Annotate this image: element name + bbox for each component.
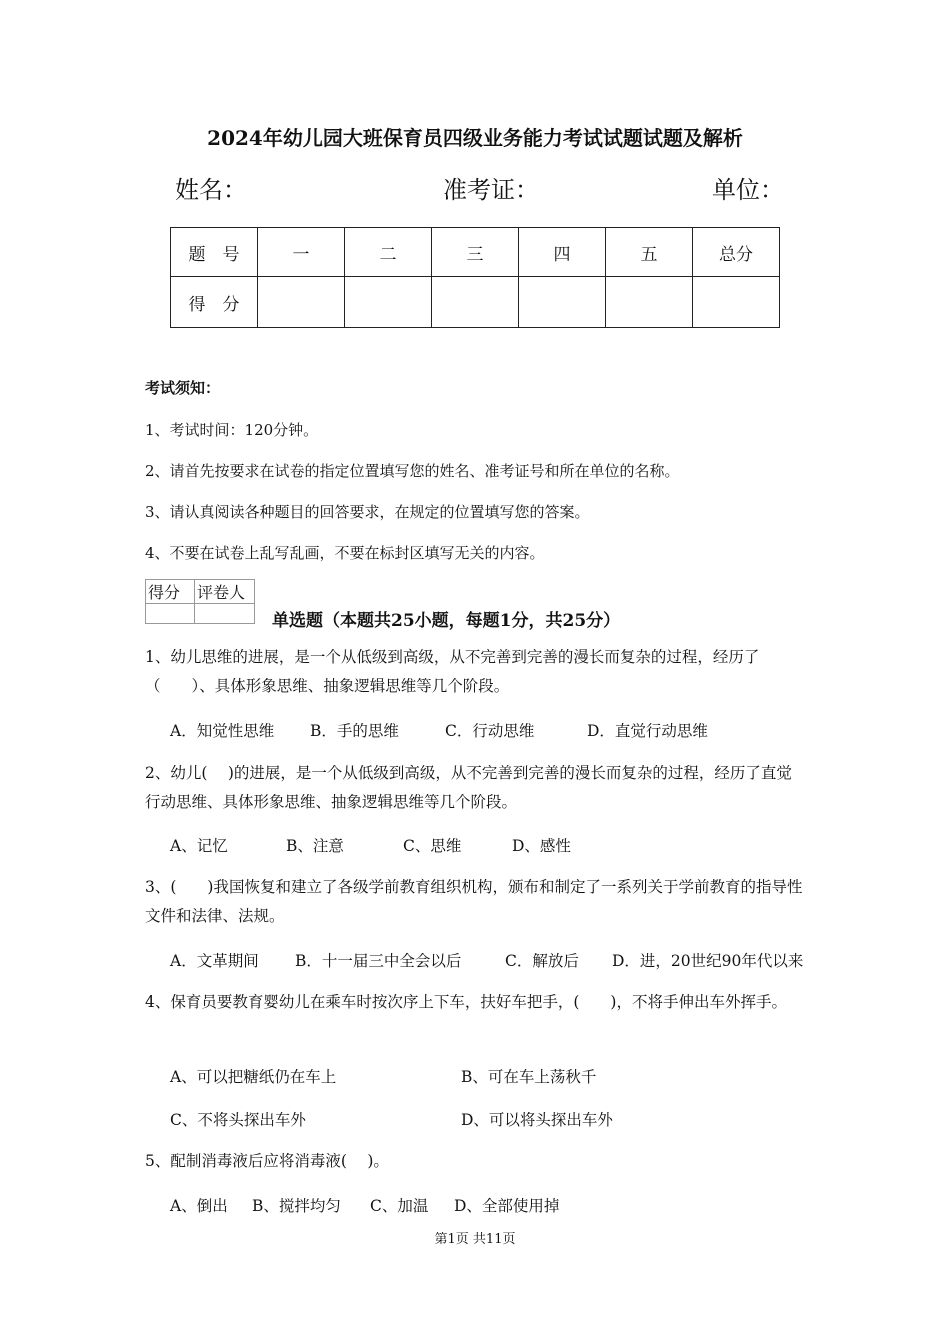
score-cell — [345, 277, 432, 328]
score-header-cell: 一 — [258, 228, 345, 277]
question-text: 1、幼儿思维的进展，是一个从低级到高级，从不完善到完善的漫长而复杂的过程，经历了（ ）、具体形象思维、抽象逻辑思维等几个阶段。 — [145, 648, 760, 695]
option: C、思维 — [403, 837, 462, 855]
score-row-label: 得 分 — [171, 277, 258, 328]
option: A、可以把糖纸仍在车上 — [170, 1068, 337, 1086]
option: D．进，20世纪90年代以来 — [612, 952, 804, 970]
exam-title: 2024年幼儿园大班保育员四级业务能力考试试题试题及解析 — [207, 126, 743, 150]
score-header-cell: 四 — [519, 228, 606, 277]
note-item: 2、请首先按要求在试卷的指定位置填写您的姓名、准考证号和所在单位的名称。 — [145, 462, 680, 480]
score-header-cell: 五 — [606, 228, 693, 277]
option: B、可在车上荡秋千 — [461, 1068, 597, 1086]
name-label: 姓名： — [175, 176, 247, 204]
score-header-cell: 总分 — [693, 228, 780, 277]
score-cell — [693, 277, 780, 328]
note-item: 3、请认真阅读各种题目的回答要求，在规定的位置填写您的答案。 — [145, 503, 590, 521]
option: A、倒出 — [170, 1197, 228, 1215]
option: D、感性 — [512, 837, 571, 855]
option: C．解放后 — [505, 952, 579, 970]
score-header-cell: 三 — [432, 228, 519, 277]
option: D、可以将头探出车外 — [461, 1111, 613, 1129]
option: C．行动思维 — [445, 722, 535, 740]
option: B．十一届三中全会以后 — [295, 952, 462, 970]
option: D、全部使用掉 — [454, 1197, 560, 1215]
score-table-score-row — [171, 277, 780, 328]
score-table — [170, 227, 780, 328]
option: D．直觉行动思维 — [587, 722, 708, 740]
grader-reviewer-cell — [195, 604, 255, 624]
option: A．知觉性思维 — [170, 722, 275, 740]
option: C、加温 — [370, 1197, 429, 1215]
question-text: 4、保育员要教育婴幼儿在乘车时按次序上下车，扶好车把手，( )，不将手伸出车外挥手。 — [145, 993, 787, 1011]
score-cell — [519, 277, 606, 328]
option: B．手的思维 — [310, 722, 399, 740]
score-cell — [432, 277, 519, 328]
score-cell — [606, 277, 693, 328]
score-header-cell: 二 — [345, 228, 432, 277]
grader-reviewer-label: 评卷人 — [195, 580, 255, 604]
grader-box — [145, 579, 255, 624]
option: A、记忆 — [170, 837, 228, 855]
note-item: 4、不要在试卷上乱写乱画，不要在标封区填写无关的内容。 — [145, 544, 545, 562]
score-cell — [258, 277, 345, 328]
notes-heading: 考试须知： — [145, 379, 221, 397]
grader-score-label: 得分 — [146, 580, 195, 604]
exam-id-label: 准考证： — [443, 176, 539, 204]
page-footer: 第1页 共11页 — [434, 1232, 516, 1247]
option: B、注意 — [286, 837, 344, 855]
option: C、不将头探出车外 — [170, 1111, 306, 1129]
grader-score-cell — [146, 604, 195, 624]
question-text: 3、( )我国恢复和建立了各级学前教育组织机构，颁布和制定了一系列关于学前教育的指导性文件和法律、法规。 — [145, 878, 803, 925]
score-header-cell: 题 号 — [171, 228, 258, 277]
section-title: 单选题（本题共25小题，每题1分，共25分） — [272, 611, 621, 631]
unit-label: 单位： — [712, 176, 784, 204]
score-table-header-row — [171, 228, 780, 277]
option: B、搅拌均匀 — [252, 1197, 341, 1215]
question-text: 5、配制消毒液后应将消毒液( )。 — [145, 1152, 389, 1170]
note-item: 1、考试时间：120分钟。 — [145, 421, 319, 439]
question-text: 2、幼儿( )的进展，是一个从低级到高级，从不完善到完善的漫长而复杂的过程，经历了直觉行动思维、具体形象思维、抽象逻辑思维等几个阶段。 — [145, 764, 792, 811]
option: A．文革期间 — [170, 952, 259, 970]
